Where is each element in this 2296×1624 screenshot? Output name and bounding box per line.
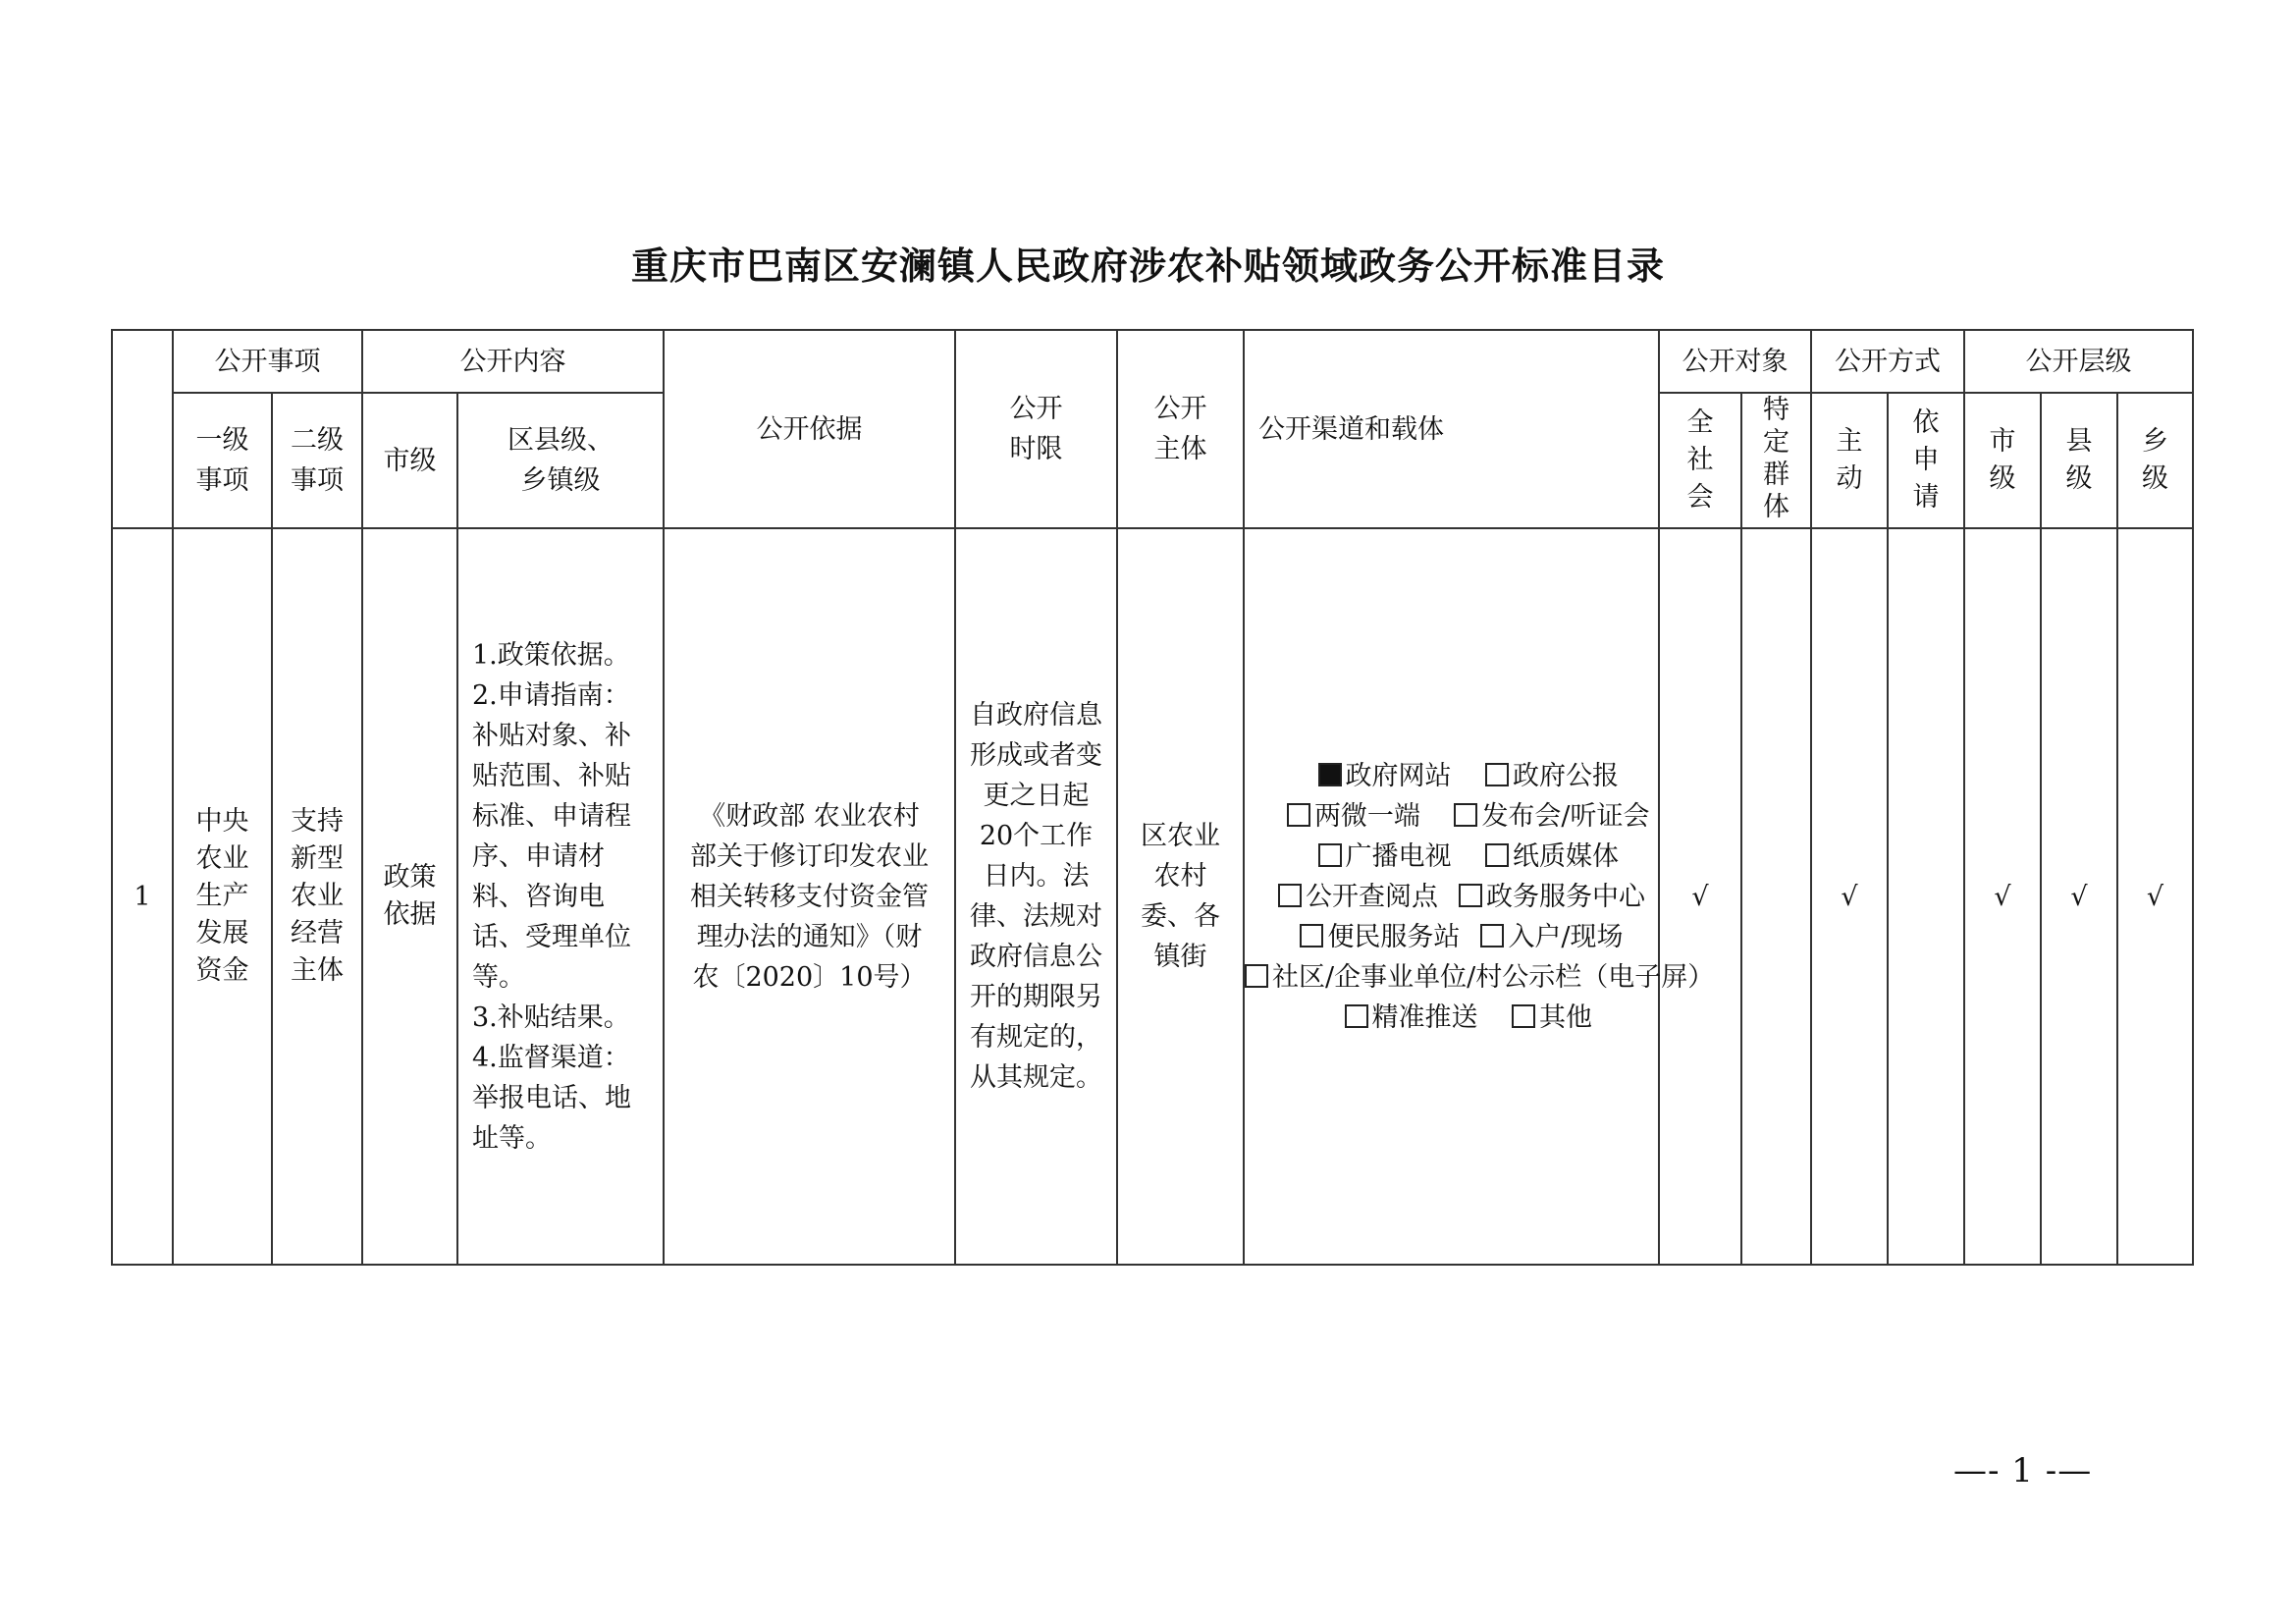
catalog-table	[111, 329, 2194, 1266]
header-subject: 公开主体	[1117, 330, 1244, 528]
page-number: —- 1 -—	[1953, 1451, 2093, 1490]
header-matter: 公开事项	[173, 330, 362, 393]
unchecked-box-icon	[1454, 803, 1477, 827]
detail-line: 2.申请指南：补贴对象、补贴范围、补贴标准、申请程序、申请材料、咨询电话、受理单位等。	[472, 679, 631, 993]
unchecked-box-icon	[1287, 803, 1310, 827]
channel-item	[1253, 796, 1454, 837]
check-lvl-city: √	[1964, 528, 2041, 1265]
check-lvl-county: √	[2041, 528, 2117, 1265]
channel-row	[1245, 917, 1658, 957]
header-time-limit: 公开时限	[955, 330, 1117, 528]
unchecked-box-icon	[1318, 843, 1342, 867]
header-level: 公开层级	[1964, 330, 2193, 393]
header-mode: 公开方式	[1811, 330, 1964, 393]
channel-label: 其他	[1539, 1001, 1592, 1033]
check-lvl-town: √	[2117, 528, 2193, 1265]
header-lvl-county: 县级	[2041, 393, 2117, 528]
detail-line: 4.监督渠道：举报电话、地址等。	[472, 1042, 631, 1154]
unchecked-box-icon	[1345, 1004, 1368, 1028]
channel-label: 入户/现场	[1508, 921, 1624, 952]
channel-label: 广播电视	[1345, 840, 1452, 872]
channel-row	[1245, 796, 1658, 837]
header-channel: 公开渠道和载体	[1244, 330, 1659, 528]
channel-label: 精准推送	[1371, 1001, 1478, 1033]
channel-label: 两微一端	[1313, 800, 1420, 832]
header-county-town: 区县级、乡镇级	[457, 393, 664, 528]
header-on-request: 依申请	[1888, 393, 1964, 528]
check-specific-group	[1741, 528, 1811, 1265]
row-detail	[457, 528, 664, 1265]
channel-row	[1245, 998, 1658, 1038]
check-all-society: √	[1659, 528, 1741, 1265]
channel-row	[1245, 957, 1715, 998]
unchecked-box-icon	[1459, 884, 1482, 907]
channel-item	[1480, 922, 1623, 952]
channel-label: 发布会/听证会	[1481, 800, 1650, 832]
row-channels	[1244, 528, 1715, 1265]
channel-item	[1257, 877, 1459, 917]
channel-item	[1284, 837, 1485, 877]
row-subject: 区农业农村委、各镇街	[1117, 528, 1244, 1265]
channel-label: 政府网站	[1345, 760, 1452, 791]
table-row	[112, 528, 2193, 1265]
header-lvl-town: 乡级	[2117, 393, 2193, 528]
channel-item	[1310, 998, 1512, 1038]
check-active: √	[1811, 528, 1888, 1265]
row-level2: 支持新型农业经营主体	[272, 528, 362, 1265]
header-target: 公开对象	[1659, 330, 1811, 393]
channel-row	[1245, 837, 1658, 877]
channel-label: 公开查阅点	[1306, 881, 1438, 912]
header-lvl-city: 市级	[1964, 393, 2041, 528]
unchecked-box-icon	[1485, 763, 1509, 786]
channel-item	[1512, 1002, 1592, 1033]
channel-item	[1279, 917, 1480, 957]
row-level1: 中央农业生产发展资金	[173, 528, 272, 1265]
channel-row	[1245, 877, 1658, 917]
channel-label: 纸质媒体	[1513, 840, 1619, 872]
unchecked-box-icon	[1245, 964, 1268, 988]
channel-item	[1485, 841, 1619, 872]
channel-label: 社区/企事业单位/村公示栏（电子屏）	[1272, 961, 1715, 993]
unchecked-box-icon	[1278, 884, 1302, 907]
header-active: 主动	[1811, 393, 1888, 528]
header-level1: 一级事项	[173, 393, 272, 528]
channel-item	[1459, 882, 1645, 912]
header-level2: 二级事项	[272, 393, 362, 528]
channel-row	[1245, 756, 1658, 796]
row-time-limit: 自政府信息形成或者变更之日起20个工作日内。法律、法规对政府信息公开的期限另有规定的，从其规定。	[955, 528, 1117, 1265]
unchecked-box-icon	[1512, 1004, 1535, 1028]
header-specific-group: 特定群体	[1741, 393, 1811, 528]
header-index	[112, 330, 173, 528]
page-title: 重庆市巴南区安澜镇人民政府涉农补贴领域政务公开标准目录	[630, 244, 1665, 288]
unchecked-box-icon	[1300, 924, 1323, 947]
unchecked-box-icon	[1485, 843, 1509, 867]
channel-item	[1284, 756, 1485, 796]
row-city: 政策依据	[362, 528, 457, 1265]
channel-label: 便民服务站	[1327, 921, 1461, 952]
channel-label: 政府公报	[1513, 760, 1619, 791]
channel-item	[1485, 761, 1619, 791]
row-basis: 《财政部 农业农村部关于修订印发农业相关转移支付资金管理办法的通知》（财农〔2020〕10号）	[664, 528, 955, 1265]
channel-label: 政务服务中心	[1486, 881, 1645, 912]
check-on-request	[1888, 528, 1964, 1265]
detail-line: 3.补贴结果。	[472, 1001, 630, 1033]
header-all-society: 全社会	[1659, 393, 1741, 528]
detail-line: 1.政策依据。	[472, 639, 630, 671]
header-city: 市级	[362, 393, 457, 528]
channel-list	[1245, 756, 1715, 1038]
channel-item	[1245, 962, 1714, 993]
unchecked-box-icon	[1480, 924, 1504, 947]
channel-item	[1454, 801, 1649, 832]
header-basis: 公开依据	[664, 330, 955, 528]
header-content: 公开内容	[362, 330, 664, 393]
row-index: 1	[112, 528, 173, 1265]
checked-box-icon	[1318, 763, 1342, 786]
